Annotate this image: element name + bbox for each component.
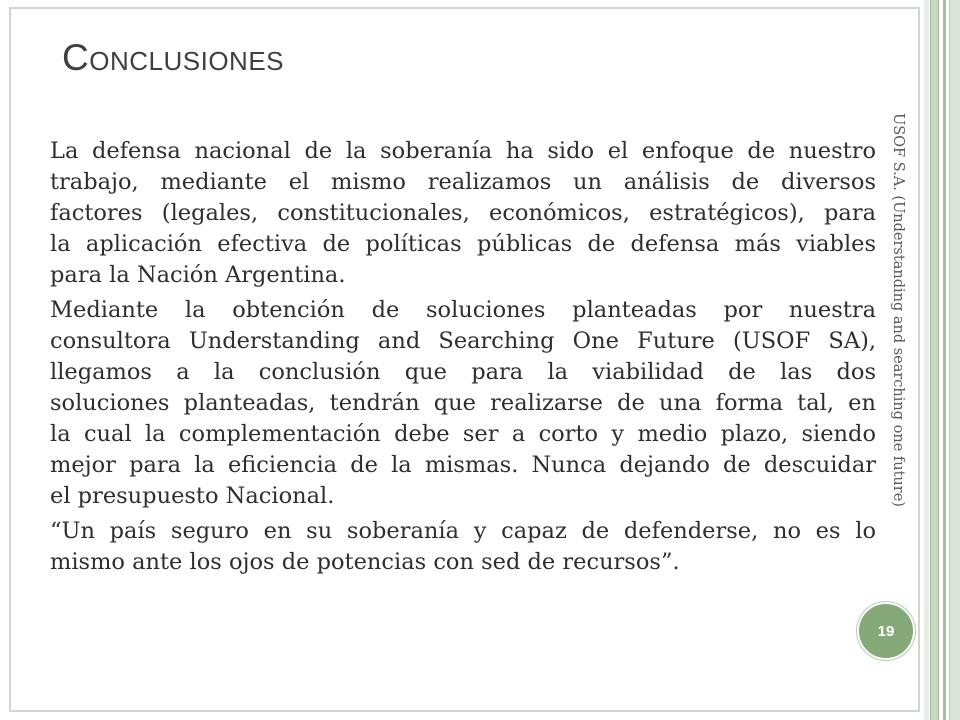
text-line: mismo ante los ojos de potencias con sed de recursos”. <box>50 549 680 575</box>
paragraph-1 <box>50 136 876 291</box>
text-line: la aplicación efectiva de políticas públicas de defensa más viables <box>50 231 876 257</box>
page-number-badge <box>857 602 915 660</box>
vertical-footer-text: USOF S.A. (Understanding and searching one future) <box>890 113 906 507</box>
slide-title: CONCLUSIONES <box>62 37 284 78</box>
stripe <box>924 0 929 720</box>
text-line: soluciones planteadas, tendrán que realizarse de una forma tal, en <box>50 390 876 416</box>
text-line: Mediante la obtención de soluciones planteadas por nuestra <box>50 297 876 323</box>
page-number: 19 <box>877 622 895 640</box>
decorative-stripes <box>921 0 960 720</box>
text-line: la cual la complementación debe ser a corto y medio plazo, siendo <box>50 421 876 447</box>
text-line: consultora Understanding and Searching One Future (USOF SA), <box>50 328 876 354</box>
paragraph-2 <box>50 295 876 512</box>
text-line: el presupuesto Nacional. <box>50 483 335 509</box>
text-line: factores (legales, constitucionales, económicos, estratégicos), para <box>50 200 876 226</box>
paragraph-3-quote <box>50 516 876 578</box>
text-line: para la Nación Argentina. <box>50 262 346 288</box>
stripe <box>943 0 946 720</box>
text-line: trabajo, mediante el mismo realizamos un análisis de diversos <box>50 169 876 195</box>
text-line: La defensa nacional de la soberanía ha sido el enfoque de nuestro <box>50 138 876 164</box>
text-line: mejor para la eficiencia de la mismas. Nunca dejando de descuidar <box>50 452 876 478</box>
text-line: llegamos a la conclusión que para la viabilidad de las dos <box>50 359 876 385</box>
stripe <box>949 0 960 720</box>
stripe <box>930 0 939 720</box>
text-line: “Un país seguro en su soberanía y capaz de defenderse, no es lo <box>50 518 876 544</box>
body-text <box>50 136 876 578</box>
